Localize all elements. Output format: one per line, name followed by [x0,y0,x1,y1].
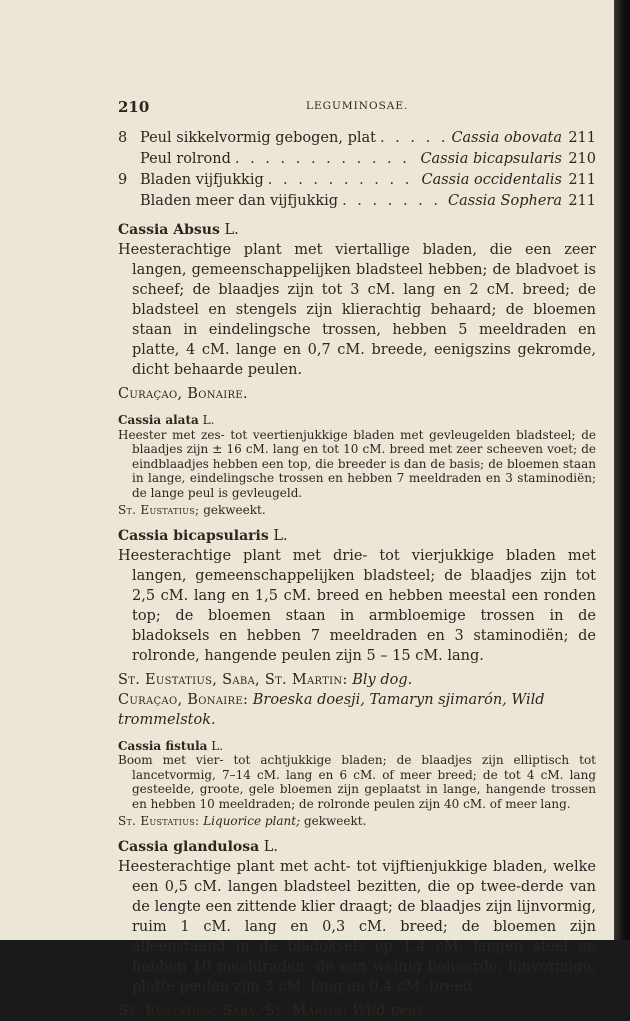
species-name: Cassia bicapsularis [118,527,269,544]
key-species: Cassia occidentalis [421,172,562,188]
species-localities-line [118,670,596,690]
cultivation-note: gekweekt. [303,814,367,828]
key-row [118,149,596,170]
species-author: L. [211,738,224,753]
key-number: 9 [118,172,128,188]
species-name: Cassia alata [118,413,199,427]
species-entry-fistula [118,739,596,829]
key-species: Cassia bicapsularis [420,151,562,167]
key-species: Cassia obovata [451,130,562,146]
species-entry-bicapsularis [118,526,596,730]
species-author: L. [224,222,239,238]
species-localities: St. Eustatius, Saba, St. Martin: [118,671,348,688]
page-header [118,98,594,120]
page-body [118,128,596,1021]
species-author: L. [273,527,288,544]
species-description: Heester met zes- tot veertienjukkige bladen met gevleugelden bladsteel; de blaadjes zijn ± 16 cM. lang en tot 10 cM. breed met zeer scheeven voet; de eindblaadjes hebben een top, die breeder is dan de basis; de bloemen staan in lange, eindelingsche trossen en hebben 7 meeldraden en 3 staminodiën; de lange peul is gevleugeld. [118,427,596,500]
key-page-ref: 211 [568,193,596,209]
key-species: Cassia Sophera [448,193,562,209]
key-row [118,170,596,191]
species-description: Heesterachtige plant met viertallige bladen, die een zeer langen, gemeenschappelijken bladsteel hebben; de bladvoet is scheef; de blaadjes zijn tot 3 cM. lang en 2 cM. breed; de bladsteel en stengels zijn klierachtig behaard; de bloemen staan in eindelingsche trossen, hebben 5 meeldraden en platte, 4 cM. lange en 0,7 cM. breede, eenigszins gekromde, dicht behaarde peulen. [118,242,596,378]
identification-key [118,128,596,212]
species-entry-glandulosa [118,837,596,1021]
species-name: Cassia fistula [118,738,208,753]
key-leader-dots [376,128,445,148]
species-localities-line [118,503,596,518]
running-head: LEGUMINOSAE. [306,100,409,112]
key-text: Peul sikkelvormig gebogen, plat [140,130,376,146]
species-description: Heesterachtige plant met drie- tot vierjukkige bladen met langen, gemeenschappelijken bladsteel; de blaadjes zijn tot 2,5 cM. lang en 1,5 cM. breed en hebben meestal een ronden top; de bloemen staan in armbloemige trossen in de bladoksels en hebben 7 meeldraden en 3 staminodiën; de rolronde, hangende peulen zijn 5 – 15 cM. lang. [118,547,596,664]
key-text: Bladen meer dan vijfjukkig [140,193,339,209]
species-author: L. [202,413,215,427]
vernacular-names: Broeska doesji, Tamaryn sjimarón, Wild trommelstok. [118,691,545,728]
species-name: Cassia Absus [118,222,220,238]
species-name: Cassia glandulosa [118,838,260,855]
vernacular-names: Wild peas. [352,1002,429,1019]
key-text: Bladen vijfjukkig [140,172,264,188]
key-row [118,128,596,149]
key-leader-dots [264,170,416,190]
key-page-ref: 210 [568,151,596,167]
species-localities-line [118,1001,596,1021]
book-edge-shadow [614,0,630,940]
species-localities-line [118,814,596,829]
species-localities: Curaçao, Bonaire: [118,691,249,708]
vernacular-names: Bly dog. [352,671,413,688]
cultivation-note: gekweekt. [203,503,266,517]
key-page-ref: 211 [568,130,596,146]
species-localities: St. Eustatius: [118,814,200,828]
key-leader-dots [231,149,415,169]
species-entry-alata [118,413,596,518]
species-localities-line [118,690,596,730]
species-localities: St. Eustatius, Saba, St. Martin: [118,1002,348,1019]
page-number: 210 [118,98,150,116]
species-localities: Curaçao, Bonaire. [118,386,248,402]
key-leader-dots [338,191,442,211]
key-row [118,191,596,212]
vernacular-names: Liquorice plant; [203,814,301,828]
species-description: Boom met vier- tot achtjukkige bladen; de blaadjes zijn elliptisch tot lancetvormig, 7–14 cM. lang en 6 cM. of meer breed; de tot 4 cM. lang gesteelde, groote, gele bloemen zijn geplaatst in lange, hangende trossen en hebben 10 meeldraden; de rolronde peulen zijn 40 cM. of meer lang. [118,753,596,811]
species-entry-absus [118,220,596,404]
key-text: Peul rolrond [140,151,231,167]
key-number: 8 [118,130,128,146]
species-author: L. [263,838,279,855]
species-localities: St. Eustatius; [118,503,200,517]
key-page-ref: 211 [568,172,596,188]
species-description: Heesterachtige plant met acht- tot vijftienjukkige bladen, welke een 0,5 cM. langen bladsteel bezitten, die op twee-derde van de lengte een zittende klier draagt; de blaadjes zijn lijnvormig, ruim 1 cM. lang en 0,3 cM. breed; de bloemen zijn alleenstaand in de bladoksels op 1,4 cM. langen steel en hebben 10 meeldraden; de een weinig behaarde, lijnvormige, platte peulen zijn 3 cM. lang en 0,4 cM. breed. [118,858,596,995]
